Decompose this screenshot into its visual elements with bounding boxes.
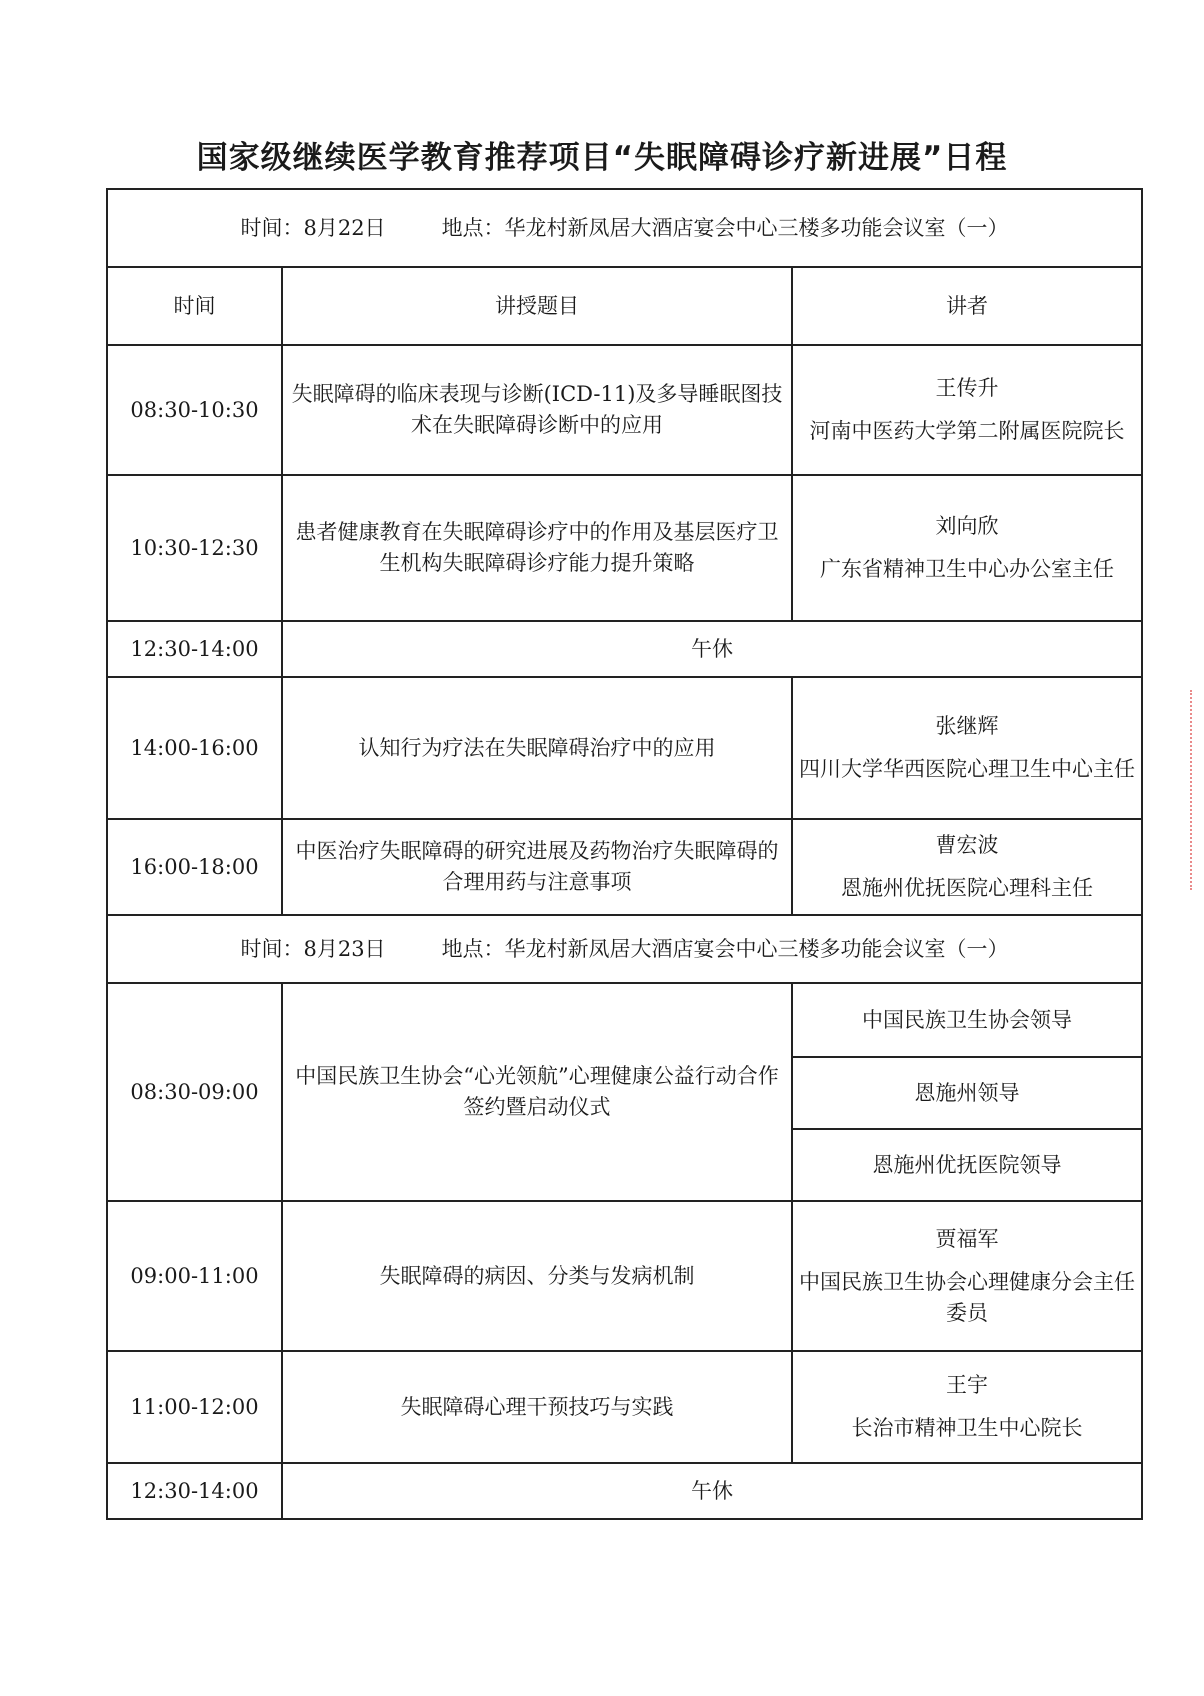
session-row xyxy=(107,1351,1142,1463)
speaker-name: 贾福军 xyxy=(935,1226,999,1251)
session-topic: 患者健康教育在失眠障碍诊疗中的作用及基层医疗卫生机构失眠障碍诊疗能力提升策略 xyxy=(282,475,792,621)
session-speaker xyxy=(792,475,1142,621)
header-time: 时间 xyxy=(107,267,282,345)
session-speaker xyxy=(792,819,1142,915)
session-time: 08:30-10:30 xyxy=(107,345,282,475)
speaker-affiliation: 广东省精神卫生中心办公室主任 xyxy=(820,557,1115,581)
day1-info xyxy=(107,189,1142,267)
session-row xyxy=(107,677,1142,819)
day2-location: 地点：华龙村新凤居大酒店宴会中心三楼多功能会议室（一） xyxy=(441,936,1009,961)
session-speaker xyxy=(792,677,1142,819)
break-time: 12:30-14:00 xyxy=(107,621,282,677)
speaker-name: 刘向欣 xyxy=(935,514,999,538)
speaker-affiliation: 恩施州优抚医院心理科主任 xyxy=(841,876,1094,900)
speaker-name: 曹宏波 xyxy=(935,833,999,857)
schedule-table xyxy=(106,188,1143,1520)
session-topic: 失眠障碍的病因、分类与发病机制 xyxy=(282,1201,792,1351)
seal-stamp-edge xyxy=(1190,690,1202,890)
day1-date: 时间：8月22日 xyxy=(240,215,386,240)
speaker-name: 王宇 xyxy=(946,1373,989,1397)
session-row xyxy=(107,819,1142,915)
session-time: 14:00-16:00 xyxy=(107,677,282,819)
day2-info xyxy=(107,915,1142,983)
break-time: 12:30-14:00 xyxy=(107,1463,282,1519)
session-speaker xyxy=(792,345,1142,475)
ceremony-leader: 恩施州优抚医院领导 xyxy=(792,1129,1142,1201)
speaker-affiliation: 四川大学华西医院心理卫生中心主任 xyxy=(799,757,1136,781)
break-label: 午休 xyxy=(282,1463,1142,1519)
speaker-affiliation: 长治市精神卫生中心院长 xyxy=(851,1416,1083,1440)
session-topic: 失眠障碍心理干预技巧与实践 xyxy=(282,1351,792,1463)
header-topic: 讲授题目 xyxy=(282,267,792,345)
session-time: 16:00-18:00 xyxy=(107,819,282,915)
day2-date: 时间：8月23日 xyxy=(240,936,386,961)
ceremony-time: 08:30-09:00 xyxy=(107,983,282,1201)
session-row xyxy=(107,345,1142,475)
break-row xyxy=(107,1463,1142,1519)
day2-header-row xyxy=(107,915,1142,983)
session-speaker xyxy=(792,1201,1142,1351)
session-speaker xyxy=(792,1351,1142,1463)
speaker-name: 王传升 xyxy=(935,376,999,400)
session-time: 09:00-11:00 xyxy=(107,1201,282,1351)
document-title: 国家级继续医学教育推荐项目“失眠障碍诊疗新进展”日程 xyxy=(196,140,1008,176)
break-row xyxy=(107,621,1142,677)
speaker-affiliation: 河南中医药大学第二附属医院院长 xyxy=(809,419,1125,443)
day1-location: 地点：华龙村新凤居大酒店宴会中心三楼多功能会议室（一） xyxy=(441,215,1009,240)
ceremony-row xyxy=(107,983,1142,1057)
ceremony-leader: 恩施州领导 xyxy=(792,1057,1142,1129)
ceremony-leader: 中国民族卫生协会领导 xyxy=(792,983,1142,1057)
speaker-affiliation: 中国民族卫生协会心理健康分会主任委员 xyxy=(799,1269,1136,1325)
ceremony-topic: 中国民族卫生协会“心光领航”心理健康公益行动合作签约暨启动仪式 xyxy=(282,983,792,1201)
header-speaker: 讲者 xyxy=(792,267,1142,345)
speaker-name: 张继辉 xyxy=(935,714,999,738)
session-time: 10:30-12:30 xyxy=(107,475,282,621)
session-topic: 认知行为疗法在失眠障碍治疗中的应用 xyxy=(282,677,792,819)
session-row xyxy=(107,475,1142,621)
session-topic: 失眠障碍的临床表现与诊断(ICD-11)及多导睡眠图技术在失眠障碍诊断中的应用 xyxy=(282,345,792,475)
day1-header-row xyxy=(107,189,1142,267)
column-header-row xyxy=(107,267,1142,345)
session-row xyxy=(107,1201,1142,1351)
break-label: 午休 xyxy=(282,621,1142,677)
session-topic: 中医治疗失眠障碍的研究进展及药物治疗失眠障碍的合理用药与注意事项 xyxy=(282,819,792,915)
session-time: 11:00-12:00 xyxy=(107,1351,282,1463)
